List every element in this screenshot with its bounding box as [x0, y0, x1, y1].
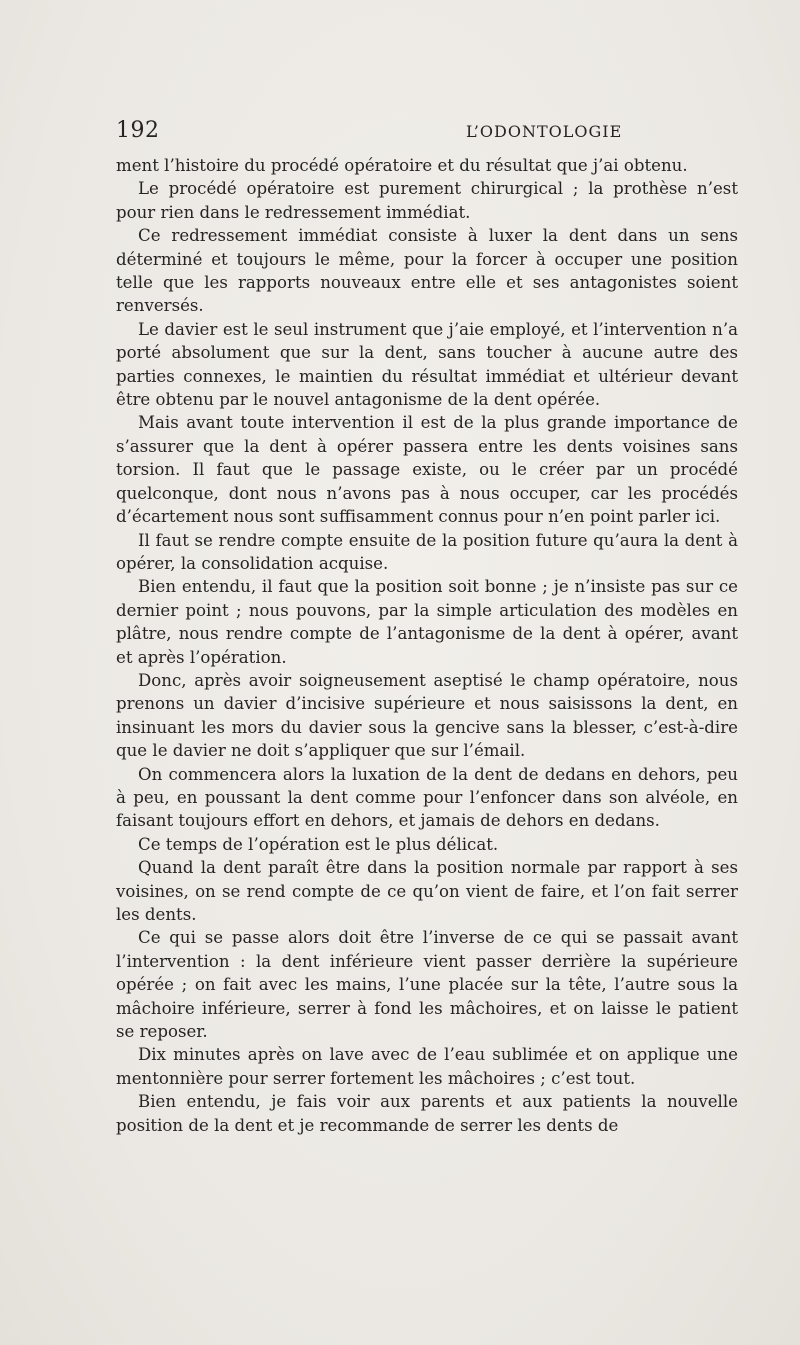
paragraph: Il faut se rendre compte ensuite de la position future qu’aura la dent à opérer, la consolidation acquise. [116, 530, 738, 573]
paragraph: Ce temps de l’opération est le plus délicat. [138, 834, 499, 854]
journal-title: L’ODONTOLOGIE [466, 122, 623, 141]
running-head [116, 118, 738, 148]
paragraph: Bien entendu, je fais voir aux parents et aux patients la nouvelle position de la dent et je recommande de serrer les dents de [116, 1092, 738, 1135]
paragraph: Mais avant toute intervention il est de la plus grande importance de s’assurer que la dent à opérer passera entre les dents voisines sans torsion. Il faut que le passage existe, ou le créer par un procédé quelconque, dont nous n’avons pas à nous occuper, car les procédés d’écartement nous sont suffisamment connus pour n’en point parler ici. [116, 413, 738, 527]
paragraph: Quand la dent paraît être dans la position normale par rapport à ses voisines, on se rend compte de ce qu’on vient de faire, et l’on fait serrer les dents. [116, 858, 738, 924]
paragraph: Ce redressement immédiat consiste à luxer la dent dans un sens déterminé et toujours le même, pour la forcer à occuper une position telle que les rapports nouveaux entre elle et ses antagonistes soient renversés. [116, 226, 738, 316]
paragraph: Dix minutes après on lave avec de l’eau sublimée et on applique une mentonnière pour serrer fortement les mâchoires ; c’est tout. [116, 1045, 738, 1088]
paragraph: Ce qui se passe alors doit être l’inverse de ce qui se passait avant l’intervention : la dent inférieure vient passer derrière la supérieure opérée ; on fait avec les mains, l’une placée sur la tête, l’autre sous la mâchoire inférieure, serrer à fond les mâchoires, et on laisse le patient se reposer. [116, 928, 738, 1042]
body-text [116, 154, 738, 1137]
page-number: 192 [116, 118, 160, 143]
paragraph: On commencera alors la luxation de la dent de dedans en dehors, peu à peu, en poussant la dent comme pour l’enfoncer dans son alvéole, en faisant toujours effort en dehors, et jamais de dehors en dedans. [116, 764, 738, 831]
paragraph: ment l’histoire du procédé opératoire et du résultat que j’ai obtenu. [116, 156, 688, 175]
paragraph: Le davier est le seul instrument que j’aie employé, et l’intervention n’a porté absolument que sur la dent, sans toucher à aucune autre des parties connexes, le maintien du résultat immédiat et ultérieur devant être obtenu par le nouvel antagonisme de la dent opérée. [116, 319, 738, 410]
paragraph: Bien entendu, il faut que la position soit bonne ; je n’insiste pas sur ce dernier point ; nous pouvons, par la simple articulation des modèles en plâtre, nous rendre compte de l’antagonisme de la dent à opérer, avant et après l’opération. [116, 577, 738, 667]
paragraph: Le procédé opératoire est purement chirurgical ; la prothèse n’est pour rien dans le redressement immédiat. [116, 179, 738, 222]
paragraph: Donc, après avoir soigneusement aseptisé le champ opératoire, nous prenons un davier d’incisive supérieure et nous saisissons la dent, en insinuant les mors du davier sous la gencive sans la blesser, c’est-à-dire que le davier ne doit s’appliquer que sur l’émail. [116, 670, 738, 761]
